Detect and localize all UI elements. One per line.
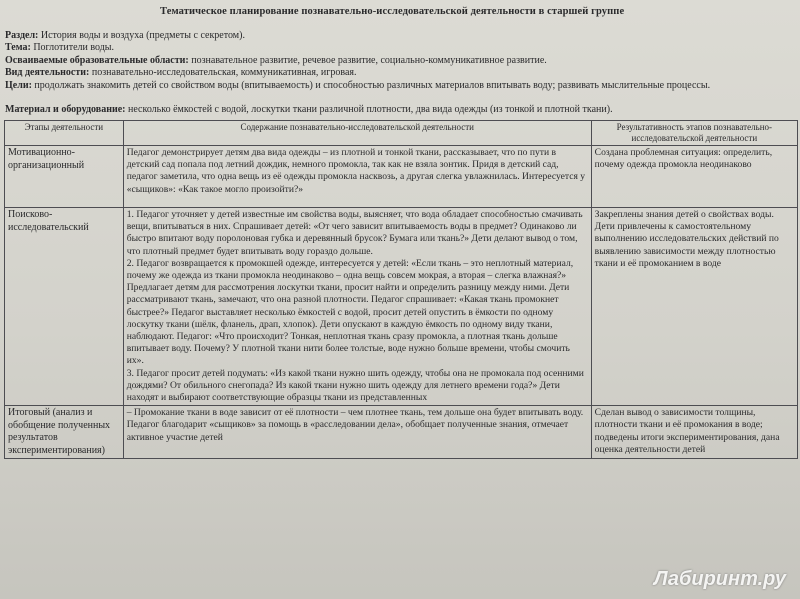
document-title: Тематическое планирование познавательно-исследовательской деятельности в старшей группе [160,6,625,17]
content-paragraph: 1. Педагог уточняет у детей известные им свойства воды, выясняет, что вода обладает способностью смачивать вещи, впитываться в них. Спрашивает детей: «От чего зависит впитываемость воды в предмет? Одинаково ли быстро впитают воду поролоновая губка и деревянный брусок? Бумага или ткань?» Дети делают вывод о том, что плотный предмет будет впитывать воду гораздо дольше. [126,209,583,257]
activity-value: познавательно-исследовательская, коммуникативная, игровая. [91,67,357,78]
content-paragraph: 3. Педагог просит детей подумать: «Из какой ткани нужно шить одежду, чтобы она не промокала под осенними дождями? От обильного снегопада? Из какой ткани нужно шить одежду для летнего времени года?» Дети находят и выбирают соответствующие образцы ткани из представленных [126,367,584,404]
header-stages: Этапы деятельности [5,121,124,146]
theme-line [5,42,800,55]
goals-value: продолжать знакомить детей со свойством воды (впитываемость) и способностью различных материалов впитывать воду; развивать мыслительные процессы. [34,80,711,91]
theme-value: Поглотители воды. [33,42,115,53]
materials-value: несколько ёмкостей с водой, лоскутки ткани различной плотности, два вида одежды (из тонкой и плотной ткани). [127,104,613,115]
planning-table [4,120,798,459]
result-cell: Создана проблемная ситуация: определить, почему одежда промокла неодинаково [591,146,797,208]
areas-line [5,55,800,68]
materials-label: Материал и оборудование: [5,104,126,115]
table-row [5,146,798,208]
stage-cell: Мотивационно-организационный [5,146,124,208]
content-cell [123,208,591,406]
content-cell: Педагог демонстрирует детям два вида одежды – из плотной и тонкой ткани, рассказывает, что по пути в детский сад попала под летний дождик, немного промокла, так как не взяла зонтик. Придя в детский сад, педагог заметила, что одна вещь из её одежды промокла насквозь, а другая слегка увлажнилась. Интересуется у «сыщиков»: «Как такое могло произойти?» [123,146,591,208]
result-cell: Сделан вывод о зависимости толщины, плотности ткани и её промокания в воде; подведены итоги экспериментирования, дана оценка деятельности детей [591,406,797,459]
areas-value: познавательное развитие, речевое развитие, социально-коммуникативное развитие. [191,55,547,66]
content-paragraph: Педагог благодарит «сыщиков» за помощь в «расследовании дела», обобщает полученные знания, отмечает активное участие детей [126,419,569,443]
section-line [5,30,800,43]
content-cell [123,406,591,459]
table-header-row [5,121,798,146]
activity-label: Вид деятельности: [5,67,90,78]
theme-label: Тема: [5,42,31,53]
goals-label: Цели: [5,80,32,91]
areas-label: Осваиваемые образовательные области: [5,55,189,66]
result-paragraph: Закреплены знания детей о свойствах воды. [594,209,774,220]
header-results: Результативность этапов познавательно-исследовательской деятельности [591,121,797,146]
stage-cell: Итоговый (анализ и обобщение полученных результатов экспериментирования) [5,406,124,459]
header-content: Содержание познавательно-исследовательской деятельности [123,121,591,146]
section-label: Раздел: [5,30,39,41]
stage-cell: Поисково-исследовательский [5,208,124,406]
content-paragraph: – Промокание ткани в воде зависит от её плотности – чем плотнее ткань, тем дольше она будет впитывать воду. [126,407,584,419]
goals-line [5,80,800,93]
section-value: История воды и воздуха (предметы с секретом). [40,30,245,41]
materials-line [5,104,800,117]
content-paragraph: 2. Педагог возвращается к промокшей одежде, интересуется у детей: «Если ткань – это неплотный материал, почему же одежда из ткани промокла неодинаково – одна вещь совсем мокрая, а вторая – слегка влажная?» Предлагает детям для рассмотрения лоскутки ткани, просит найти и определить разницу между ними. Дети рассматривают ткань, замечают, что она разной плотности. Педагог спрашивает: «Какая ткань промокнет быстрее?» Педагог выставляет несколько ёмкостей с водой, просит детей опустить в ёмкости по одному лоскутку ткани (шёлк, фланель, драп, хлопок). Дети опускают в каждую ёмкость по одному виду ткани, наблюдают. Педагог: «Что происходит? Тонкая, неплотная ткань сразу промокла, а плотная ткань дольше впитывает воду. Почему? У плотной ткани нити более толстые, воде нужно больше времени, чтобы смочить их». [126,257,574,367]
activity-line [5,67,800,80]
table-row [5,406,798,459]
result-cell [591,208,797,406]
result-paragraph: Дети привлечены к самостоятельному выполнению исследовательских действий по выявлению зависимости между плотностью ткани и её промоканием в воде [594,221,779,269]
table-row [5,208,798,406]
publisher-watermark: Лабиринт.ру [653,568,786,590]
